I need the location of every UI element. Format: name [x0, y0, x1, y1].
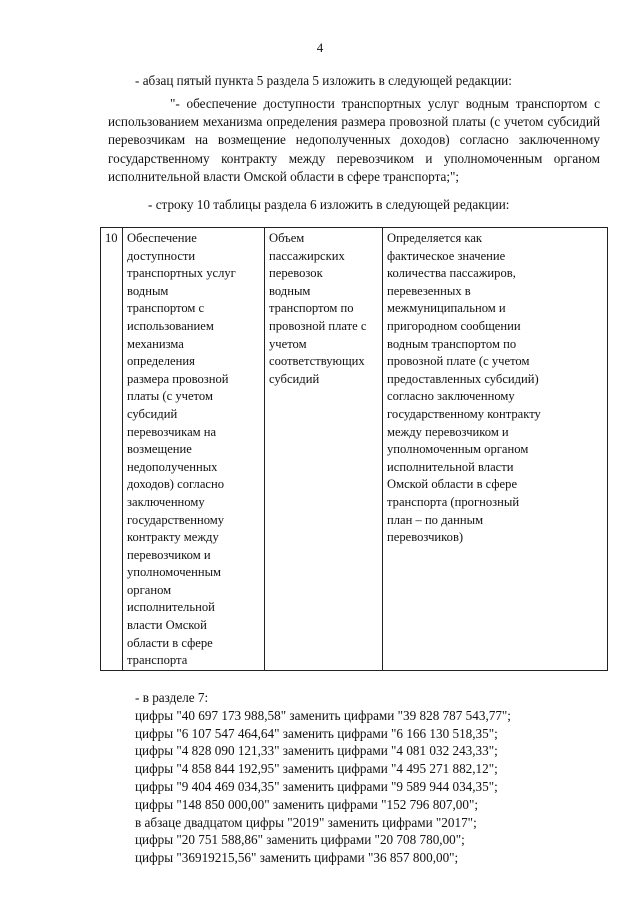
section7-item: цифры "4 858 844 192,95" заменить цифрами "4 495 271 882,12";: [135, 761, 498, 777]
quoted-paragraph-text: "- обеспечение доступности транспортных услуг водным транспортом с использованием механизма определения размера провозной платы (с учетом субсидий перевозчикам на возмещение недополученных доходов) согласно заключенному государственному контракту между перевозчиком и уполномоченным органом исполнительной власти Омской области в сфере транспорта;";: [108, 96, 600, 184]
measure-text: Объем пассажирских перевозок водным транспортом по провозной плате с учетом соответствующих субсидий: [269, 231, 367, 386]
definition-cell: [383, 228, 608, 671]
indicator-cell: [123, 228, 265, 671]
quoted-paragraph: [108, 95, 600, 186]
row-number-cell: [101, 228, 123, 671]
measure-cell: [265, 228, 383, 671]
section7-item: цифры "40 697 173 988,58" заменить цифрами "39 828 787 543,77";: [135, 707, 511, 723]
table-row: [101, 228, 608, 671]
indicator-text: Обеспечение доступности транспортных услуг водным транспортом с использованием механизма определения размера провозной платы (с учетом субсидий перевозчикам на возмещение недополученных доходов) согласно заключенному государственному контракту между перевозчиком и уполномоченным органом исполнительной власти Омской области в сфере транспорта: [127, 231, 236, 668]
section7-item: цифры "4 828 090 121,33" заменить цифрами "4 081 032 243,33";: [135, 743, 498, 759]
section7-item: цифры "36919215,56" заменить цифрами "36 857 800,00";: [135, 850, 459, 866]
section7-item: цифры "148 850 000,00" заменить цифрами "152 796 807,00";: [135, 796, 479, 812]
definition-text: Определяется как фактическое значение количества пассажиров, перевезенных в межмуниципальном и пригородном сообщении водным транспортом по провозной плате (с учетом предоставленных субсидий) согласно заключенному государственному контракту между перевозчиком и уполномоченным органом исполнительной власти Омской области в сфере транспорта (прогнозный план – по данным перевозчиков): [387, 231, 541, 545]
section7-block: [135, 689, 511, 867]
intro-line: - абзац пятый пункта 5 раздела 5 изложить в следующей редакции:: [135, 73, 512, 88]
section7-intro: - в разделе 7:: [135, 690, 209, 705]
section7-item: цифры "6 107 547 464,64" заменить цифрами "6 166 130 518,35";: [135, 725, 498, 741]
table-row-10: [100, 227, 608, 671]
row-number: 10: [105, 231, 118, 245]
section7-item: цифры "20 751 588,86" заменить цифрами "20 708 780,00";: [135, 832, 465, 848]
table-intro-line: - строку 10 таблицы раздела 6 изложить в следующей редакции:: [148, 197, 510, 212]
section7-item: в абзаце двадцатом цифры "2019" заменить цифрами "2017";: [135, 814, 477, 830]
section7-item: цифры "9 404 469 034,35" заменить цифрами "9 589 944 034,35";: [135, 778, 498, 794]
page-number: 4: [316, 40, 324, 55]
